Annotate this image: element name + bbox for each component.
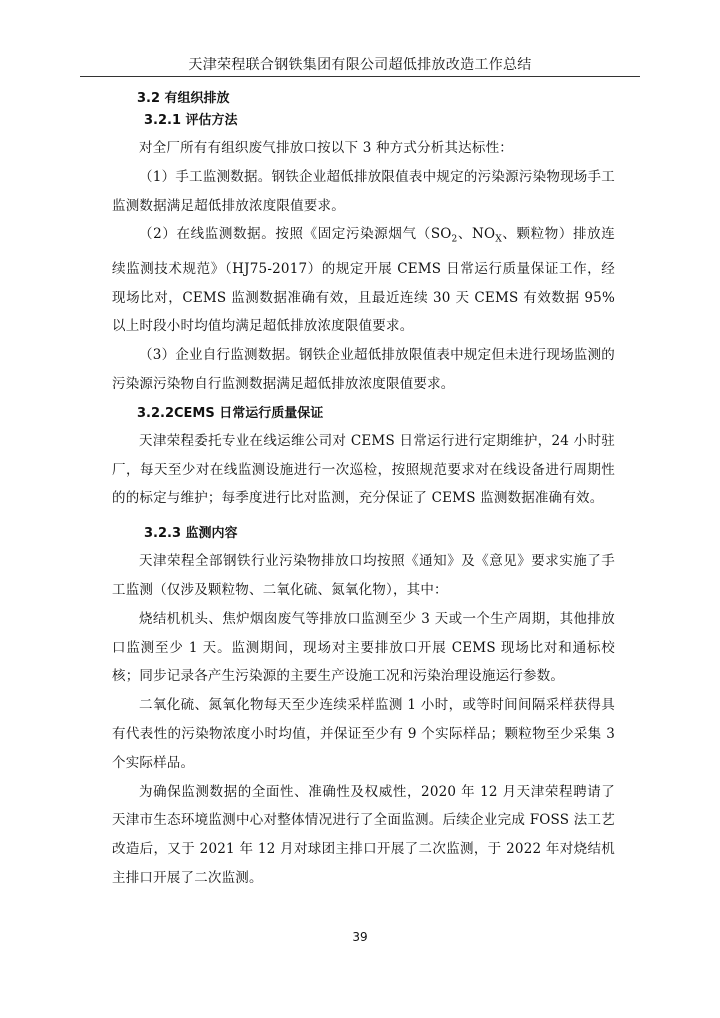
page-number: 39 [352,930,368,944]
running-header: 天津荣程联合钢铁集团有限公司超低排放改造工作总结 [188,57,532,73]
subscript: X [495,235,502,246]
text-segment: 、NO [457,226,496,243]
page-content [112,88,615,893]
section-heading-3-2-1: 3.2.1 评估方法 [144,113,238,128]
paragraph-self-monitoring: （3）企业自行监测数据。钢铁企业超低排放限值表中规定但未进行现场监测的污染源污染物自行监测数据满足超低排放浓度限值要求。 [112,347,615,393]
section-heading-3-2-2: 3.2.2CEMS 日常运行质量保证 [137,405,324,421]
section-heading-3-2: 3.2 有组织排放 [137,91,230,106]
paragraph-manual-monitoring-scope: 天津荣程全部钢铁行业污染物排放口均按照《通知》及《意见》要求实施了手工监测（仅涉及颗粒物、二氧化硫、氮氧化物），其中： [112,553,615,599]
text-segment: （2）在线监测数据。按照《固定污染源烟气（SO [139,226,452,243]
paragraph-online-monitoring [112,220,615,341]
subscript: 2 [451,235,458,246]
section-heading-3-2-3: 3.2.3 监测内容 [144,526,238,542]
header-rule [80,76,640,77]
paragraph-monitoring-duration: 烧结机机头、焦炉烟囱废气等排放口监测至少 3 天或一个生产周期，其他排放口监测至少 1 天。监测期间，现场对主要排放口开展 CEMS 现场比对和通标校核；同步记录各产生污染源的主要生产设施工况和污染治理设施运行参数。 [112,610,615,685]
paragraph-manual-monitoring: （1）手工监测数据。钢铁企业超低排放限值表中规定的污染源污染物现场手工监测数据满足超低排放浓度限值要求。 [112,168,615,214]
paragraph-sampling: 二氧化硫、氮氧化物每天至少连续采样监测 1 小时，或等时间间隔采样获得具有代表性的污染物浓度小时均值，并保证至少有 9 个实际样品；颗粒物至少采集 3 个实际样品。 [112,697,615,771]
paragraph-authority-monitoring: 为确保监测数据的全面性、准确性及权威性，2020 年 12 月天津荣程聘请了天津市生态环境监测中心对整体情况进行了全面监测。后续企业完成 FOSS 法工艺改造后，又于 2021 年 12 月对球团主排口开展了二次监测，于 2022 年对烧结机主排口开展了二次监测。 [112,783,615,887]
text-segment: 、颗粒物）排放连续监测技术规范》（HJ75-2017）的规定开展 CEMS 日常运行质量保证工作，经现场比对，CEMS 监测数据准确有效，且最近连续 30 天 CEMS 有效数据 95%以上时段小时均值均满足超低排放浓度限值要求。 [112,226,615,335]
paragraph-cems-maintenance: 天津荣程委托专业在线运维公司对 CEMS 日常运行进行定期维护，24 小时驻厂，每天至少对在线监测设施进行一次巡检，按照规范要求对在线设备进行周期性的的标定与维护；每季度进行比对监测，充分保证了 CEMS 监测数据准确有效。 [112,432,615,507]
paragraph-intro: 对全厂所有有组织废气排放口按以下 3 种方式分析其达标性： [139,140,513,156]
